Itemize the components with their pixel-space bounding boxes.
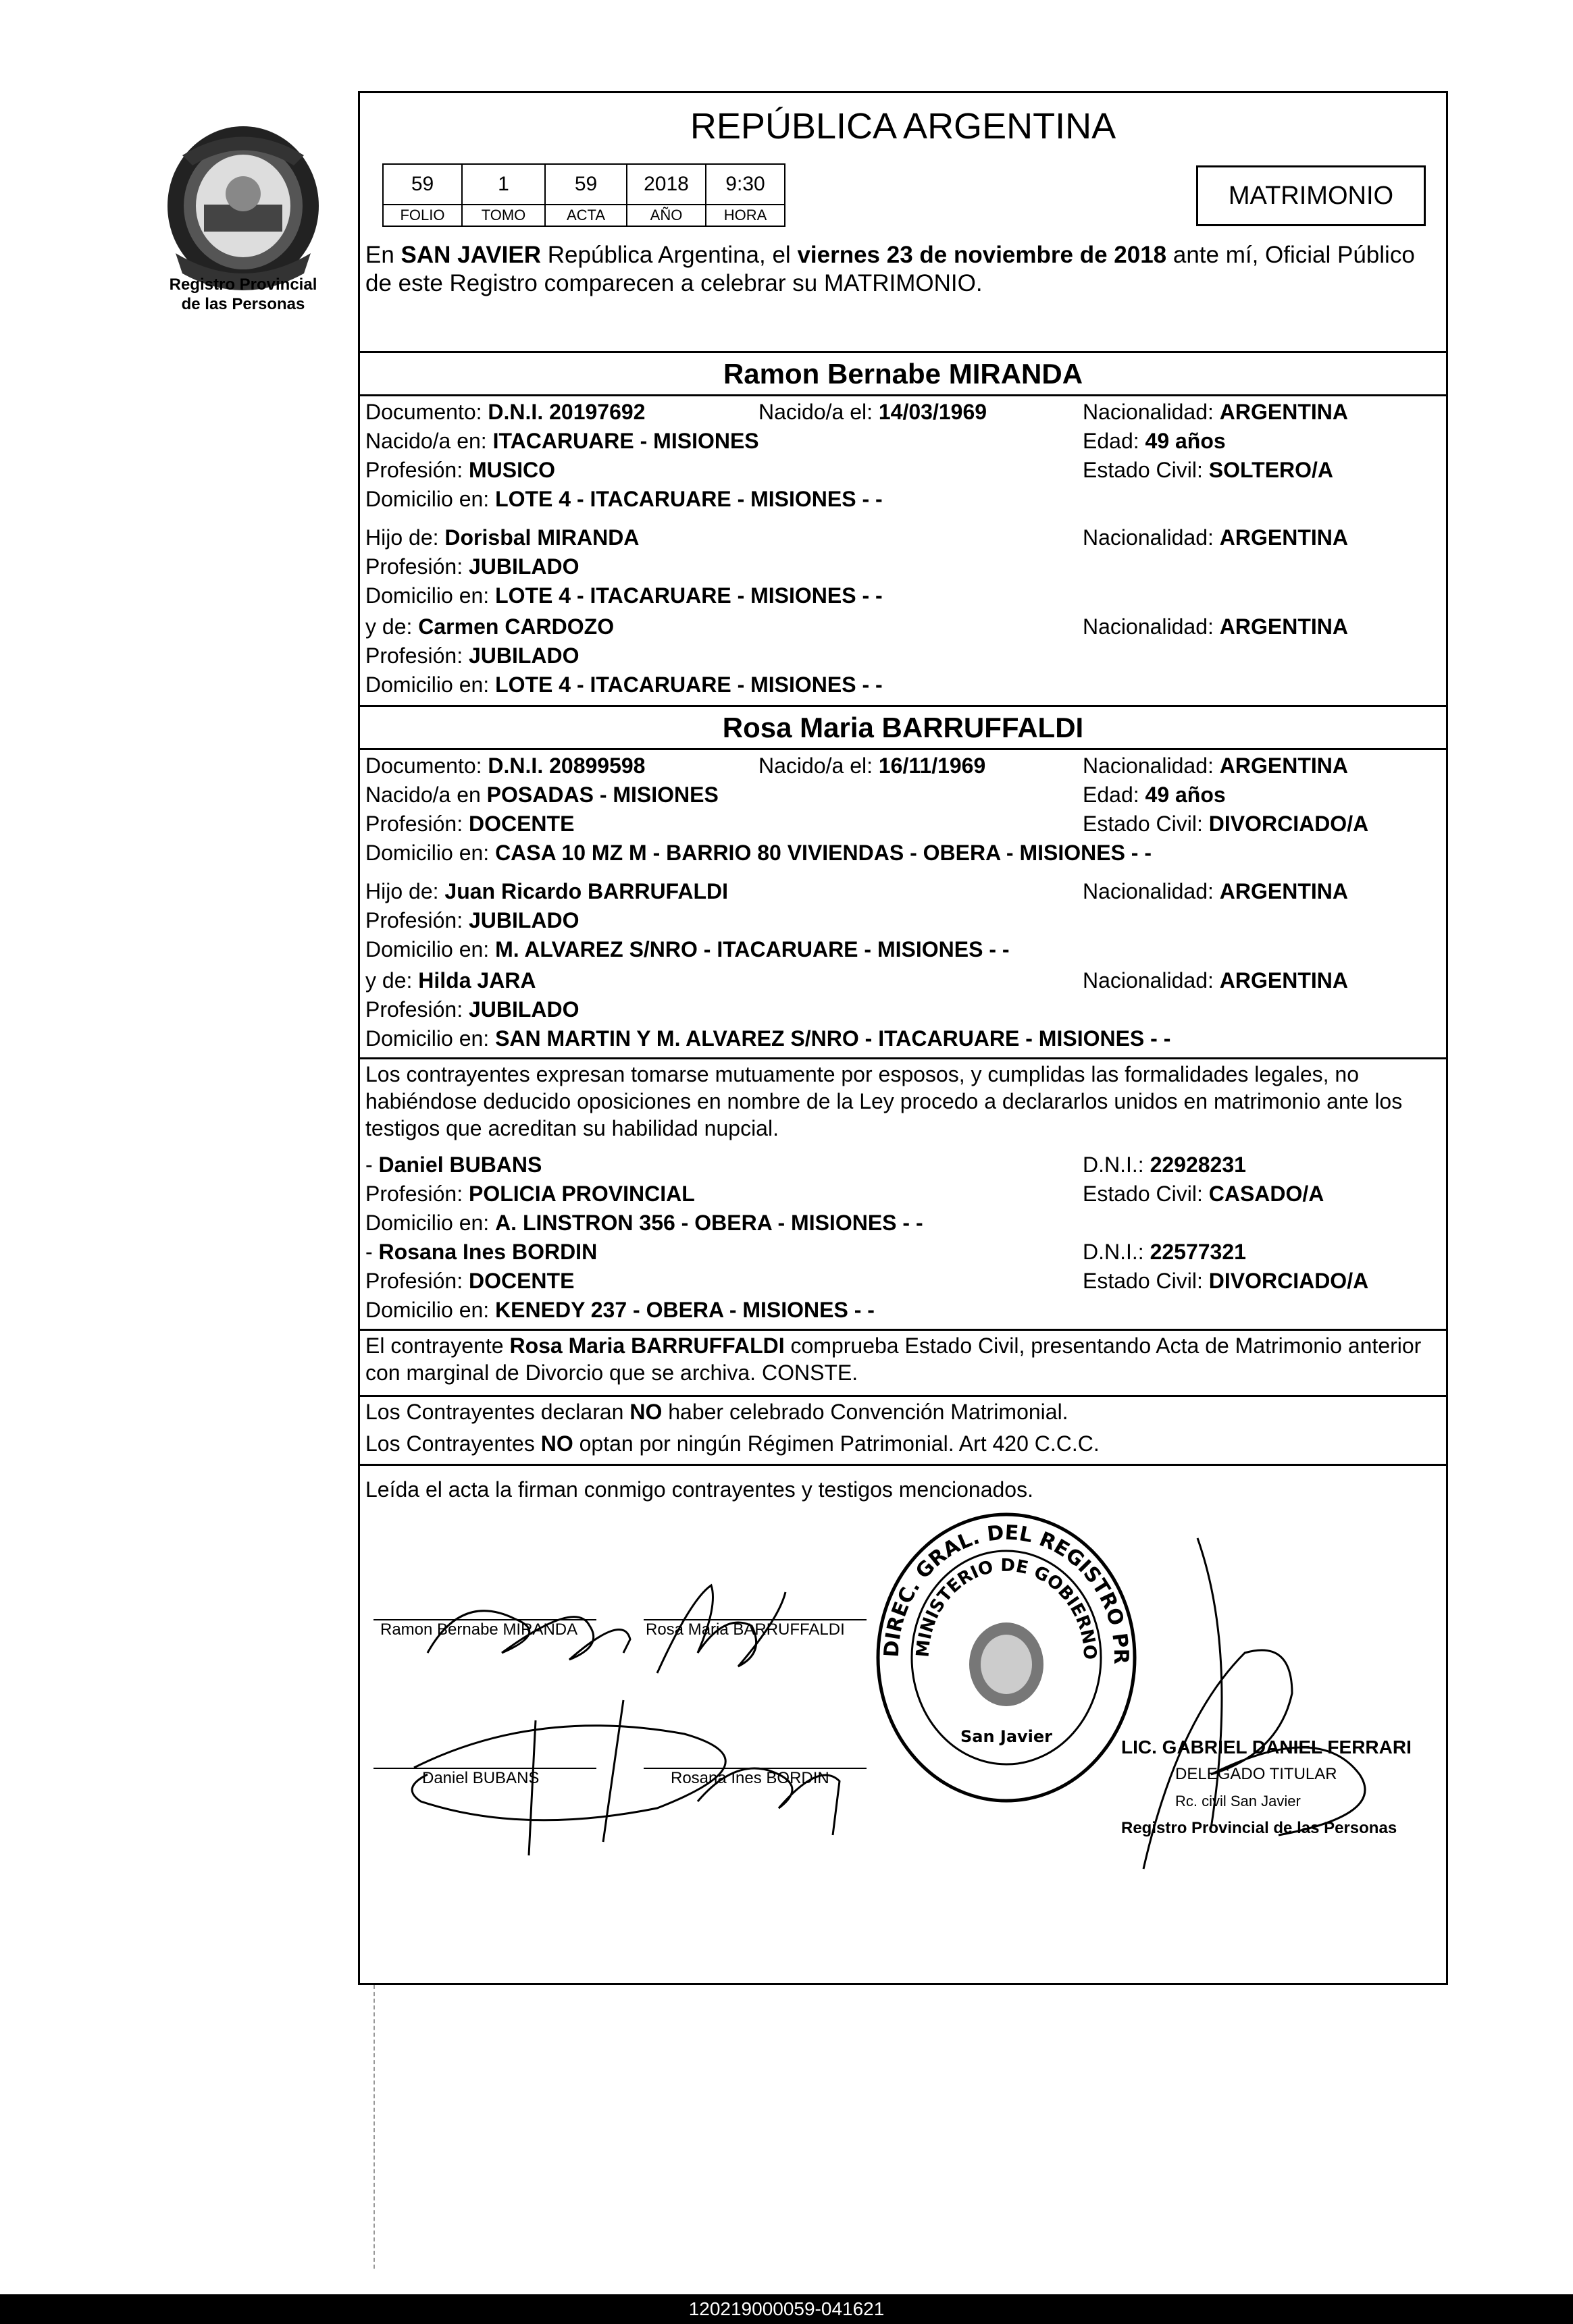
spouse2-father-profession: Profesión: JUBILADO — [365, 908, 579, 932]
spouse1-document: Documento: D.N.I. 20197692 — [365, 400, 646, 424]
footer-code: 120219000059-041621 — [0, 2294, 1573, 2324]
civil-status-note: El contrayente Rosa Maria BARRUFFALDI comprueba Estado Civil, presentando Acta de Matrimonio anterior con marginal de Divorcio que se archiva. CONSTE. — [365, 1333, 1422, 1385]
spouse1-profession: Profesión: MUSICO — [365, 458, 555, 482]
spouse1-birth-date: Nacido/a el: 14/03/1969 — [758, 400, 987, 424]
divider — [360, 1464, 1446, 1466]
spouse1-name: Ramon Bernabe MIRANDA — [723, 358, 1083, 390]
hour-value: 9:30 — [706, 164, 785, 205]
witness1-dni: D.N.I.: 22928231 — [1083, 1153, 1246, 1177]
spouse2-mother-profession: Profesión: JUBILADO — [365, 997, 579, 1022]
divider — [360, 705, 1446, 707]
province-seal-icon — [155, 118, 331, 294]
spouse1-mother: y de: Carmen CARDOZO — [365, 614, 615, 639]
intro-text: ante mí, Oficial Público de este Registro comparecen a celebrar su MATRIMONIO. — [365, 242, 1415, 296]
spouse1-birth-place: Nacido/a en: ITACARUARE - MISIONES — [365, 429, 759, 453]
spouse1-nationality: Nacionalidad: ARGENTINA — [1083, 400, 1349, 424]
country-title: REPÚBLICA ARGENTINA — [690, 106, 1116, 147]
spouse2-document: Documento: D.N.I. 20899598 — [365, 754, 646, 778]
spouse2-address: Domicilio en: CASA 10 MZ M - BARRIO 80 VIVIENDAS - OBERA - MISIONES - - — [365, 841, 1152, 865]
witness2-address: Domicilio en: KENEDY 237 - OBERA - MISIONES - - — [365, 1298, 875, 1322]
witness2-profession: Profesión: DOCENTE — [365, 1269, 575, 1293]
reading-statement: Leída el acta la firman conmigo contrayentes y testigos mencionados. — [365, 1477, 1033, 1502]
divider — [360, 748, 1446, 750]
witness1-address: Domicilio en: A. LINSTRON 356 - OBERA - MISIONES - - — [365, 1211, 923, 1235]
official-block — [1121, 1734, 1445, 1842]
folio-value: 59 — [383, 164, 462, 205]
year-label: AÑO — [627, 205, 706, 226]
tomo-label: TOMO — [462, 205, 545, 226]
spouse2-profession: Profesión: DOCENTE — [365, 812, 575, 836]
spouse1-mother-address: Domicilio en: LOTE 4 - ITACARUARE - MISIONES - - — [365, 672, 883, 697]
intro-text: República Argentina, el — [541, 242, 798, 268]
spouse2-birth-place: Nacido/a en POSADAS - MISIONES — [365, 783, 719, 807]
witness1-name: - Daniel BUBANS — [365, 1153, 542, 1177]
stamp-outer-text: DIREC. GRAL. DEL REGISTRO PR — [879, 1521, 1133, 1664]
document-type-box: MATRIMONIO — [1196, 165, 1426, 226]
spouse2-mother-address: Domicilio en: SAN MARTIN Y M. ALVAREZ S/NRO - ITACARUARE - MISIONES - - — [365, 1026, 1171, 1051]
witness2-name: - Rosana Ines BORDIN — [365, 1240, 598, 1264]
spouse2-nationality: Nacionalidad: ARGENTINA — [1083, 754, 1349, 778]
convention-statement: Los Contrayentes declaran NO haber celebrado Convención Matrimonial. — [365, 1400, 1068, 1424]
witness2-civil-status: Estado Civil: DIVORCIADO/A — [1083, 1269, 1369, 1293]
witness1-profession: Profesión: POLICIA PROVINCIAL — [365, 1182, 695, 1206]
registry-name-line2: de las Personas — [181, 295, 305, 313]
spouse2-father-address: Domicilio en: M. ALVAREZ S/NRO - ITACARUARE - MISIONES - - — [365, 937, 1010, 961]
intro-city: SAN JAVIER — [401, 242, 542, 268]
registry-logo — [155, 118, 331, 321]
spouse1-age: Edad: 49 años — [1083, 429, 1226, 453]
spouse1-signature-label: Ramon Bernabe MIRANDA — [380, 1620, 578, 1639]
spouse2-mother: y de: Hilda JARA — [365, 968, 536, 993]
official-registry: Registro Provincial de las Personas — [1121, 1819, 1397, 1837]
witness2-signature-label: Rosana Ines BORDIN — [671, 1769, 829, 1787]
spouse1-father-nationality: Nacionalidad: ARGENTINA — [1083, 525, 1349, 550]
spouse2-civil-status: Estado Civil: DIVORCIADO/A — [1083, 812, 1369, 836]
spouse2-father: Hijo de: Juan Ricardo BARRUFALDI — [365, 879, 728, 903]
official-stamp — [865, 1506, 1148, 1810]
tomo-value: 1 — [462, 164, 545, 205]
spouse2-father-nationality: Nacionalidad: ARGENTINA — [1083, 879, 1349, 903]
intro-paragraph — [365, 241, 1443, 298]
spouse2-name: Rosa Maria BARRUFFALDI — [722, 712, 1084, 743]
margin-rule — [373, 1985, 375, 2269]
acta-value: 59 — [545, 164, 627, 205]
spouse1-father-address: Domicilio en: LOTE 4 - ITACARUARE - MISIONES - - — [365, 583, 883, 608]
spouse1-father: Hijo de: Dorisbal MIRANDA — [365, 525, 640, 550]
witness2-dni: D.N.I.: 22577321 — [1083, 1240, 1246, 1264]
folio-label: FOLIO — [383, 205, 462, 226]
divider — [360, 1395, 1446, 1397]
reference-table — [382, 163, 785, 227]
spouse1-civil-status: Estado Civil: SOLTERO/A — [1083, 458, 1334, 482]
spouse2-signature-label: Rosa Maria BARRUFFALDI — [646, 1620, 845, 1639]
spouse1-mother-nationality: Nacionalidad: ARGENTINA — [1083, 614, 1349, 639]
spouse2-age: Edad: 49 años — [1083, 783, 1226, 807]
spouse2-mother-nationality: Nacionalidad: ARGENTINA — [1083, 968, 1349, 993]
official-role: DELEGADO TITULAR — [1175, 1765, 1337, 1783]
spouse2-birth-date: Nacido/a el: 16/11/1969 — [758, 754, 986, 778]
official-stamp-icon — [865, 1506, 1148, 1810]
intro-date: viernes 23 de noviembre de 2018 — [797, 242, 1167, 268]
witness1-civil-status: Estado Civil: CASADO/A — [1083, 1182, 1324, 1206]
stamp-inner-text: MINISTERIO DE GOBIERNO — [912, 1555, 1100, 1660]
intro-text: En — [365, 242, 401, 268]
official-name: LIC. GABRIEL DANIEL FERRARI — [1121, 1737, 1412, 1758]
declaration-paragraph: Los contrayentes expresan tomarse mutuamente por esposos, y cumplidas las formalidades legales, no habiéndose deducido oposiciones en nombre de la Ley procedo a declararlos unidos en matrimonio ante los testigos que acreditan su habilidad nupcial. — [365, 1062, 1403, 1140]
divider — [360, 1057, 1446, 1059]
stamp-bottom-text: San Javier — [960, 1727, 1053, 1746]
acta-label: ACTA — [545, 205, 627, 226]
registry-name-line1: Registro Provincial — [169, 275, 317, 294]
official-place: Rc. civil San Javier — [1175, 1793, 1301, 1810]
spouse1-father-profession: Profesión: JUBILADO — [365, 554, 579, 579]
year-value: 2018 — [627, 164, 706, 205]
hour-label: HORA — [706, 205, 785, 226]
spouse1-mother-profession: Profesión: JUBILADO — [365, 643, 579, 668]
witness1-signature-label: Daniel BUBANS — [422, 1769, 540, 1787]
divider — [360, 394, 1446, 396]
divider — [360, 351, 1446, 353]
divider — [360, 1329, 1446, 1331]
spouse1-address: Domicilio en: LOTE 4 - ITACARUARE - MISIONES - - — [365, 487, 883, 511]
regime-statement: Los Contrayentes NO optan por ningún Régimen Patrimonial. Art 420 C.C.C. — [365, 1431, 1100, 1456]
